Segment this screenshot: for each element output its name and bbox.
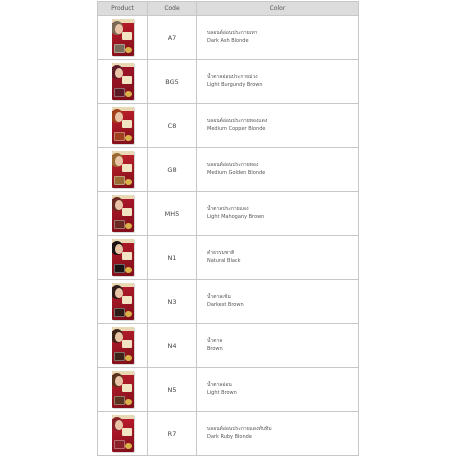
- product-box-image: [112, 107, 134, 144]
- product-box-image: [112, 239, 134, 276]
- product-box-brand: [122, 164, 132, 172]
- table-row: [98, 60, 359, 104]
- shade-name-english: Natural Black: [207, 257, 241, 264]
- product-box-gold: [125, 47, 132, 53]
- shade-name-english: Light Brown: [207, 389, 237, 396]
- product-box-topband: [112, 151, 134, 155]
- product-box-gold: [125, 179, 132, 185]
- product-box-gold: [125, 355, 132, 361]
- shade-code: N1: [148, 236, 197, 280]
- shade-name-thai: น้ำตาลเข้ม: [207, 293, 231, 300]
- product-box-swatch: [114, 440, 125, 449]
- shade-code: R7: [148, 412, 197, 456]
- product-box-topband: [112, 371, 134, 375]
- product-box-image: [112, 195, 134, 232]
- product-cell: [98, 148, 148, 192]
- shade-name-thai: น้ำตาลประกายแดง: [207, 205, 249, 212]
- product-box-brand: [122, 340, 132, 348]
- product-box-topband: [112, 415, 134, 419]
- shade-name-thai: บลอนด์อ่อนประกายทอง: [207, 161, 259, 168]
- product-box-image: [112, 151, 134, 188]
- product-box-gold: [125, 399, 132, 405]
- product-box-brand: [122, 296, 132, 304]
- table-row: [98, 280, 359, 324]
- product-cell: [98, 236, 148, 280]
- shade-name-english: Light Burgundy Brown: [207, 81, 263, 88]
- product-cell: [98, 368, 148, 412]
- product-box-brand: [122, 76, 132, 84]
- product-box-swatch: [114, 88, 125, 97]
- color-chart-table: [97, 1, 359, 456]
- table-row: [98, 324, 359, 368]
- product-column-header: Product: [98, 2, 148, 16]
- table-row: [98, 104, 359, 148]
- product-box-brand: [122, 252, 132, 260]
- product-cell: [98, 104, 148, 148]
- product-box-gold: [125, 135, 132, 141]
- code-column-header: Code: [148, 2, 197, 16]
- table-row: [98, 368, 359, 412]
- product-box-swatch: [114, 308, 125, 317]
- product-box-swatch: [114, 176, 125, 185]
- product-box-image: [112, 63, 134, 100]
- table-row: [98, 412, 359, 456]
- product-box-image: [112, 371, 134, 408]
- product-box-gold: [125, 311, 132, 317]
- shade-code: N3: [148, 280, 197, 324]
- product-box-image: [112, 327, 134, 364]
- shade-name-thai: บลอนด์อ่อนประกายแดงทับทิม: [207, 425, 272, 432]
- product-box-image: [112, 19, 134, 56]
- product-box-topband: [112, 239, 134, 243]
- product-box-topband: [112, 63, 134, 67]
- table-header-row: [98, 2, 359, 16]
- shade-name-english: Dark Ash Blonde: [207, 37, 249, 44]
- shade-name-thai: บลอนด์อ่อนประกายเทา: [207, 29, 258, 36]
- product-box-swatch: [114, 396, 125, 405]
- product-cell: [98, 412, 148, 456]
- shade-code: C8: [148, 104, 197, 148]
- shade-name-english: Medium Copper Blonde: [207, 125, 266, 132]
- table-row: [98, 192, 359, 236]
- color-column-header: Color: [197, 2, 359, 16]
- product-box-gold: [125, 443, 132, 449]
- shade-name-english: Medium Golden Blonde: [207, 169, 266, 176]
- shade-code: MH5: [148, 192, 197, 236]
- product-box-swatch: [114, 44, 125, 53]
- product-box-topband: [112, 107, 134, 111]
- product-box-swatch: [114, 132, 125, 141]
- table-row: [98, 148, 359, 192]
- product-box-brand: [122, 32, 132, 40]
- shade-code: A7: [148, 16, 197, 60]
- shade-name-thai: บลอนด์อ่อนประกายทองแดง: [207, 117, 268, 124]
- shade-name-thai: น้ำตาลอ่อนประกายม่วง: [207, 73, 258, 80]
- shade-name-english: Light Mahogany Brown: [207, 213, 265, 220]
- shade-name-cell: [197, 280, 359, 324]
- shade-name-cell: [197, 192, 359, 236]
- shade-name-english: Dark Ruby Blonde: [207, 433, 252, 440]
- product-box-swatch: [114, 220, 125, 229]
- product-box-gold: [125, 267, 132, 273]
- product-box-swatch: [114, 264, 125, 273]
- product-box-swatch: [114, 352, 125, 361]
- shade-code: BG5: [148, 60, 197, 104]
- shade-name-cell: [197, 16, 359, 60]
- product-box-brand: [122, 208, 132, 216]
- product-cell: [98, 280, 148, 324]
- table-row: [98, 236, 359, 280]
- product-cell: [98, 324, 148, 368]
- product-box-image: [112, 415, 134, 452]
- product-box-gold: [125, 223, 132, 229]
- product-box-image: [112, 283, 134, 320]
- shade-name-cell: [197, 412, 359, 456]
- product-box-brand: [122, 120, 132, 128]
- shade-name-cell: [197, 104, 359, 148]
- shade-code: G8: [148, 148, 197, 192]
- product-box-topband: [112, 195, 134, 199]
- product-box-topband: [112, 283, 134, 287]
- shade-code: N4: [148, 324, 197, 368]
- product-box-topband: [112, 327, 134, 331]
- shade-name-thai: น้ำตาลอ่อน: [207, 381, 232, 388]
- product-box-topband: [112, 19, 134, 23]
- shade-name-thai: ดำธรรมชาติ: [207, 249, 235, 256]
- product-cell: [98, 60, 148, 104]
- shade-name-thai: น้ำตาล: [207, 337, 223, 344]
- shade-code: N5: [148, 368, 197, 412]
- shade-name-cell: [197, 60, 359, 104]
- shade-name-cell: [197, 368, 359, 412]
- product-cell: [98, 16, 148, 60]
- shade-name-cell: [197, 324, 359, 368]
- product-box-brand: [122, 384, 132, 392]
- shade-name-cell: [197, 236, 359, 280]
- product-cell: [98, 192, 148, 236]
- table-row: [98, 16, 359, 60]
- product-box-brand: [122, 428, 132, 436]
- shade-name-english: Darkest Brown: [207, 301, 244, 308]
- product-box-gold: [125, 91, 132, 97]
- shade-name-cell: [197, 148, 359, 192]
- shade-name-english: Brown: [207, 345, 223, 352]
